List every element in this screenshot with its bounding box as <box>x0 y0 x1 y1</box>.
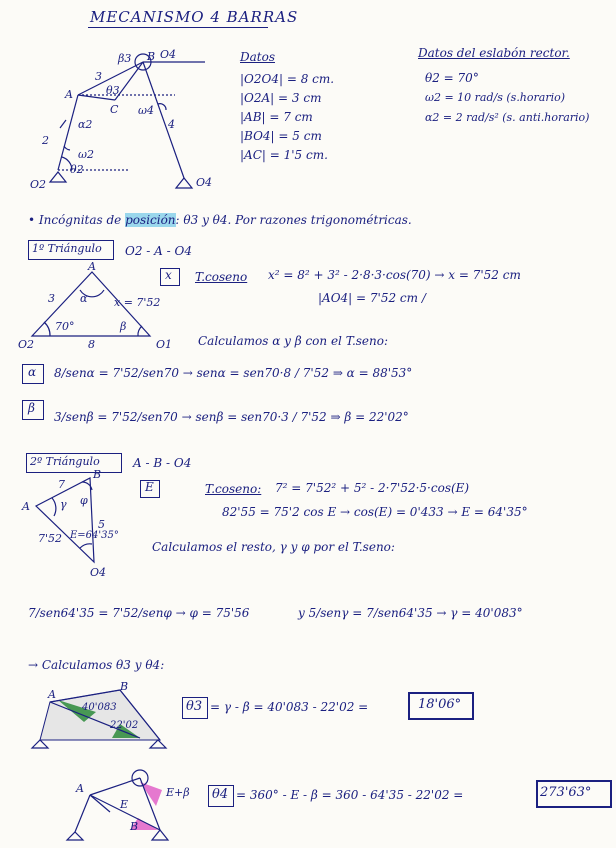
incognitas-suffix: : θ3 y θ4. Por razones trigonométricas. <box>175 213 412 227</box>
datos-line: |AB| = 7 cm <box>240 110 313 124</box>
diag-label-b3: β3 <box>118 52 132 65</box>
diag-label-4: 4 <box>168 118 175 131</box>
triangulo1-label: 1º Triángulo <box>32 242 102 255</box>
datos-eslabon-header: Datos del eslabón rector. <box>418 46 570 60</box>
fig2-A: A <box>76 782 84 795</box>
diag-label-C: C <box>110 103 119 116</box>
tri2-eqphi: 7/sen64'35 = 7'52/senφ → φ = 75'56 <box>28 606 250 620</box>
tri1-angle70: 70° <box>55 320 75 333</box>
diag-label-t2: θ2 <box>70 163 84 176</box>
tri1-O2: O2 <box>18 338 35 351</box>
triangulo2-label: 2º Triángulo <box>30 455 100 468</box>
datos-eslabon-line: ω2 = 10 rad/s (s.horario) <box>425 91 566 104</box>
fig1-b: 22'02 <box>110 720 139 731</box>
diag-label-w4: ω4 <box>138 104 154 117</box>
tri1-alpha: α <box>80 292 88 305</box>
diag-label-O4: O4 <box>196 176 213 189</box>
fig2-B: B <box>130 820 139 833</box>
diag-label-a2: α2 <box>78 118 93 131</box>
tri2-side752: 7'52 <box>38 532 63 545</box>
tri2-O4: O4 <box>90 566 107 579</box>
tri1-alpha-box: α <box>28 365 37 379</box>
tri2-eq2: 82'55 = 75'2 cos E → cos(E) = 0'433 → E = 64'35° <box>222 505 528 519</box>
datos-line: |O2O4| = 8 cm. <box>240 72 335 86</box>
diag-label-3: 3 <box>95 70 102 83</box>
tri2-calc: Calculamos el resto, γ y φ por el T.seno: <box>152 540 395 554</box>
tri2-A: A <box>22 500 30 513</box>
page-title: MECANISMO 4 BARRAS <box>90 8 299 26</box>
tri1-xbox: x <box>165 268 172 282</box>
diag-label-t3: θ3 <box>106 84 120 97</box>
tri2-phi: φ <box>80 494 88 507</box>
tri2-tcoseno: T.coseno: <box>205 482 262 496</box>
tri2-gamma: γ <box>60 498 67 511</box>
fig1-B: B <box>120 680 129 693</box>
diag-label-2: 2 <box>42 134 49 147</box>
fig1-g: 40'083 <box>82 702 117 713</box>
datos-header: Datos <box>240 50 275 64</box>
triangulo2-vertices: A - B - O4 <box>133 456 192 470</box>
tri2-B: B <box>93 468 102 481</box>
fig1-A: A <box>48 688 56 701</box>
tri1-side3: 3 <box>48 292 55 305</box>
tri1-beta: β <box>120 320 127 333</box>
incognitas-prefix: • Incógnitas de <box>28 213 122 227</box>
diag-label-B: B <box>147 50 156 63</box>
tri1-sidex: x = 7'52 <box>114 296 161 309</box>
tri1-calc: Calculamos α y β con el T.seno: <box>198 334 389 348</box>
tri1-O1: O1 <box>156 338 173 351</box>
tri2-side7: 7 <box>58 478 65 491</box>
calculamos-header: → Calculamos θ3 y θ4: <box>28 658 165 672</box>
triangulo1-vertices: O2 - A - O4 <box>125 244 192 258</box>
tri2-side5: 5 <box>98 518 105 531</box>
tri1-alpha-eq: 8/senα = 7'52/sen70 → senα = sen70·8 / 7'52 ⇒ α = 88'53° <box>54 366 413 380</box>
tri2-eps: E=64'35° <box>70 530 119 541</box>
datos-eslabon-line: α2 = 2 rad/s² (s. anti.horario) <box>425 111 590 124</box>
tri2-ebox: E <box>145 480 154 494</box>
fig2-Eb: E+β <box>166 786 190 799</box>
datos-eslabon-line: θ2 = 70° <box>425 71 479 85</box>
tri1-beta-box: β <box>28 401 35 415</box>
tri1-side8: 8 <box>88 338 95 351</box>
tri1-beta-eq: 3/senβ = 7'52/sen70 → senβ = sen70·3 / 7'52 ⇒ β = 22'02° <box>54 410 409 424</box>
incognitas-highlight: posición <box>125 213 176 227</box>
diag-label-O4-top: O4 <box>160 48 177 61</box>
tri1-tcoseno: T.coseno <box>195 270 248 284</box>
tri1-eq2: |AO4| = 7'52 cm / <box>318 291 426 305</box>
theta4-eq: = 360° - E - β = 360 - 64'35 - 22'02 = <box>236 788 464 802</box>
theta4-result: 273'63° <box>540 785 592 800</box>
datos-line: |BO4| = 5 cm <box>240 129 322 143</box>
datos-line: |AC| = 1'5 cm. <box>240 148 328 162</box>
theta4-box: θ4 <box>212 787 229 802</box>
tri2-eq1: 7² = 7'52² + 5² - 2·7'52·5·cos(E) <box>275 481 470 495</box>
theta3-box: θ3 <box>186 699 203 714</box>
diag-label-O2: O2 <box>30 178 47 191</box>
theta3-eq: = γ - β = 40'083 - 22'02 = <box>210 700 369 714</box>
datos-line: |O2A| = 3 cm <box>240 91 322 105</box>
tri1-eq1: x² = 8² + 3² - 2·8·3·cos(70) → x = 7'52 cm <box>268 268 521 282</box>
diag-label-w2: ω2 <box>78 148 94 161</box>
tri1-A: A <box>88 260 96 273</box>
theta3-result: 18'06° <box>418 697 462 712</box>
fig2-E: E <box>120 798 129 811</box>
tri2-eqgamma: y 5/senγ = 7/sen64'35 → γ = 40'083° <box>298 606 523 620</box>
diag-label-A: A <box>65 88 73 101</box>
